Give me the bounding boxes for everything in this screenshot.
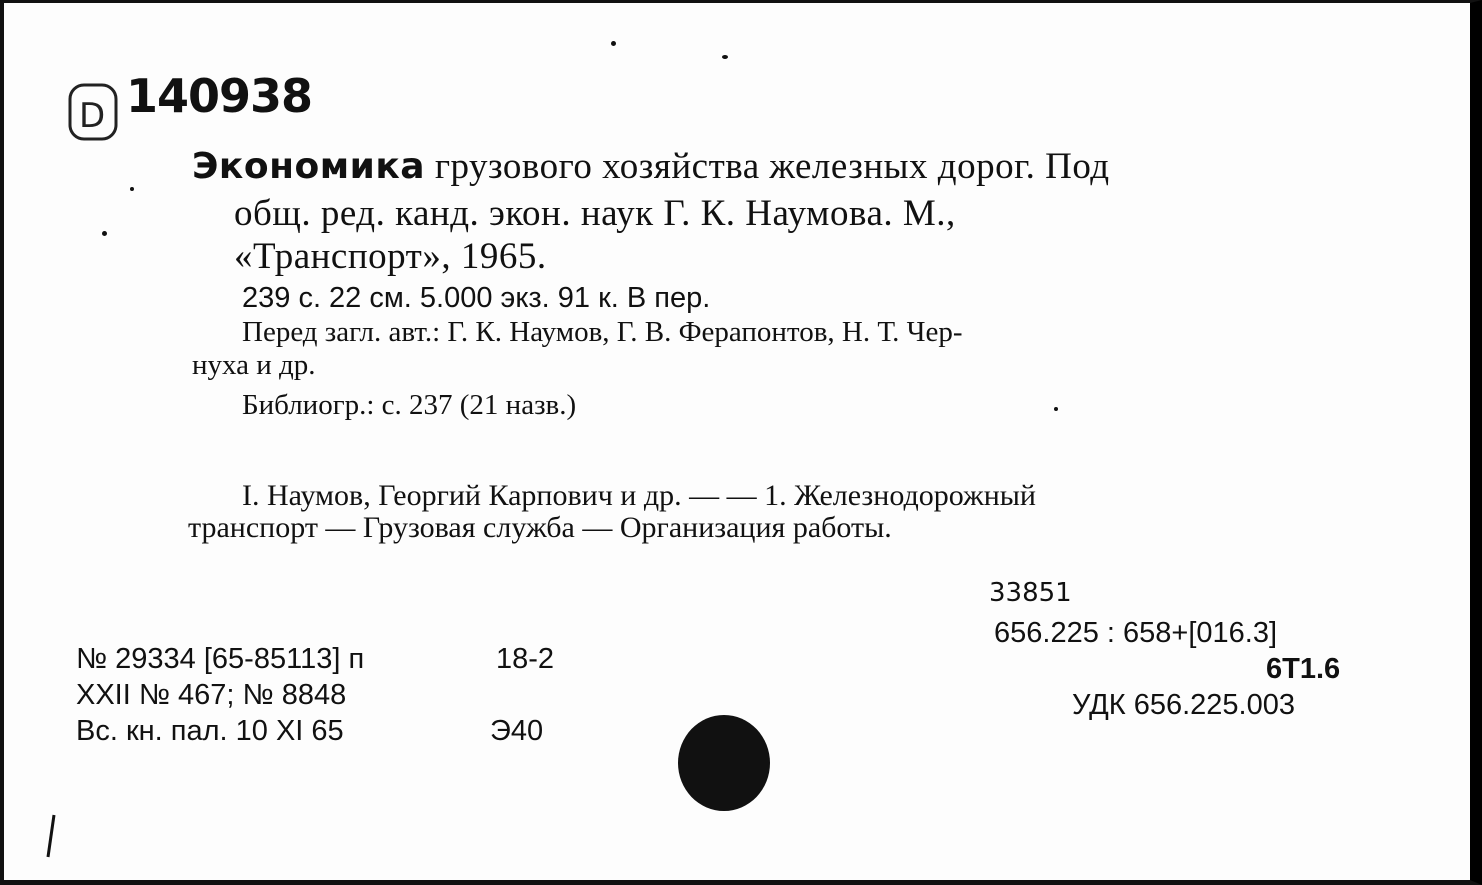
svg-text:D: D [79, 96, 106, 136]
punch-hole [678, 715, 770, 811]
record-date: Вс. кн. пал. 10 XI 65 [76, 715, 344, 747]
bibliography-note: Библиогр.: с. 237 (21 назв.) [242, 389, 577, 421]
stamp-d-icon [66, 81, 122, 145]
authors-line-2: нуха и др. [192, 349, 316, 381]
title-line-2: общ. ред. канд. экон. наук Г. К. Наумова. М., [234, 193, 956, 234]
record-number: № 29334 [65-85113] п [76, 643, 365, 675]
speck [1054, 407, 1058, 411]
title-bold-word: Экономика [192, 146, 426, 187]
speck [611, 41, 616, 46]
shelf-mark: 6Т1.6 [1266, 653, 1341, 685]
record-line-2: XXII № 467; № 8848 [76, 679, 347, 711]
authors-line-1: Перед загл. авт.: Г. К. Наумов, Г. В. Ферапонтов, Н. Т. Чер- [242, 316, 963, 348]
record-code: 18-2 [496, 643, 555, 675]
physical-description: 239 с. 22 см. 5.000 экз. 91 к. В пер. [242, 282, 711, 314]
udc-code: УДК 656.225.003 [1072, 689, 1295, 721]
handwritten-code: 33851 [989, 578, 1072, 608]
title-line-3: «Транспорт», 1965. [234, 236, 547, 277]
accession-number: 140938 [126, 69, 313, 123]
title-line-1 [192, 145, 1110, 188]
record-series: Э40 [490, 715, 544, 747]
speck [722, 55, 728, 59]
classification-index: 656.225 : 658+[016.3] [994, 617, 1278, 649]
pencil-mark-icon [40, 813, 60, 861]
title-rest: грузового хозяйства железных дорог. Под [434, 146, 1110, 187]
tracing-line-2: транспорт — Грузовая служба — Организация работы. [188, 511, 892, 544]
tracing-line-1: I. Наумов, Георгий Карпович и др. — — 1. Железнодорожный [242, 479, 1036, 512]
speck [130, 187, 134, 191]
speck [102, 231, 107, 236]
